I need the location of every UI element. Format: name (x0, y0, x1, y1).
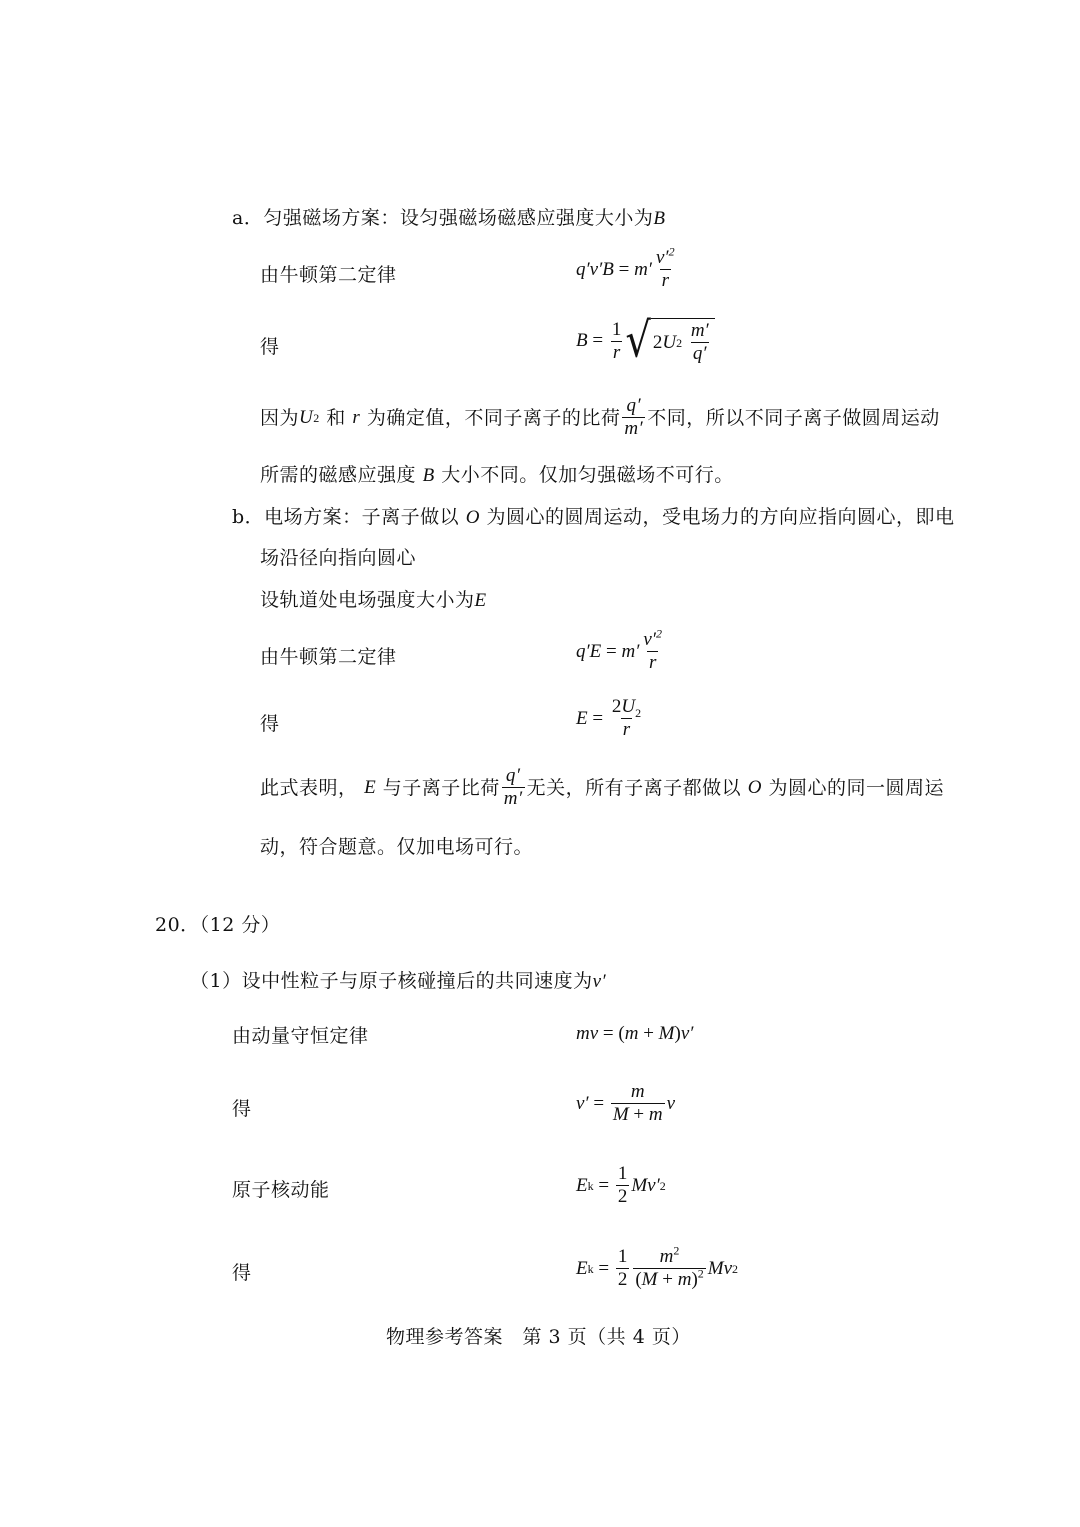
kinetic-energy-result-label: 得 (232, 1262, 252, 1284)
section-b-note-line2: 动，符合题意。仅加电场可行。 (260, 836, 534, 858)
page-footer: 物理参考答案 第 3 页（共 4 页） (386, 1326, 691, 1348)
section-b-setup: 设轨道处电场强度大小为E (260, 589, 487, 611)
section-a-heading-text: a．匀强磁场方案：设匀强磁场磁感应强度大小为 (232, 207, 654, 229)
velocity-result-label: 得 (232, 1098, 252, 1120)
equation-electric-force: q′E = m′ $\frac{v'^2}{r}$ (576, 626, 662, 673)
equation-kinetic-energy-result: E k = $\frac{1}{2}$ $\frac{m^2}{(M + m)^2}$ Mv 2 (576, 1243, 739, 1290)
section-b-heading: b．电场方案：子离子做以 O 为圆心的圆周运动，受电场力的方向应指向圆心，即电 (232, 506, 955, 528)
equation-magnetic-force: q′v′B = m′ $\frac{v'^2}{r}$ (576, 244, 675, 291)
section-b-note: 此式表明， E 与子离子比荷 $\frac{q'}{m'}$ 无关，所有子离子都做以 O 为圆心的同一圆周运 (260, 765, 944, 809)
section-a-conclusion: 所需的磁感应强度 B 大小不同。仅加匀强磁场不可行。 (260, 464, 734, 486)
section-a-reason: 因为 U 2 和 r 为确定值，不同子离子的比荷 $\frac{q'}{m'}$ 不同，所以不同子离子做圆周运动 (260, 395, 940, 439)
section-b-heading-line2: 场沿径向指向圆心 (260, 547, 417, 569)
question-20-part1-intro: （1）设中性粒子与原子核碰撞后的共同速度为v′ (190, 970, 607, 992)
equation-momentum: mv = (m + M)v′ (576, 1023, 694, 1044)
equation-kinetic-energy: E k = $\frac{1}{2}$ Mv′ 2 (576, 1163, 666, 1207)
equation-E-result: E = $\frac{2U_2}{r}$ (576, 696, 642, 740)
section-b-newton-label: 由牛顿第二定律 (260, 646, 397, 668)
equation-velocity: v′ = $\frac{m}{M + m}$ v (576, 1081, 676, 1125)
question-20-title: 20．（12 分） (155, 914, 281, 936)
section-a-heading (232, 205, 665, 232)
equation-B-result: B = $\frac{1}{r}$ √ 2 U 2 $\frac{m'}{q'}$ (576, 318, 715, 364)
kinetic-energy-label: 原子核动能 (232, 1179, 330, 1201)
sqrt-symbol: √ 2 U 2 $\frac{m'}{q'}$ (625, 318, 714, 364)
momentum-label: 由动量守恒定律 (232, 1025, 369, 1047)
section-a-newton-label: 由牛顿第二定律 (260, 264, 397, 286)
section-a-heading-var: B (653, 208, 666, 229)
section-b-result-label: 得 (260, 713, 280, 735)
section-a-result-label: 得 (260, 336, 280, 358)
